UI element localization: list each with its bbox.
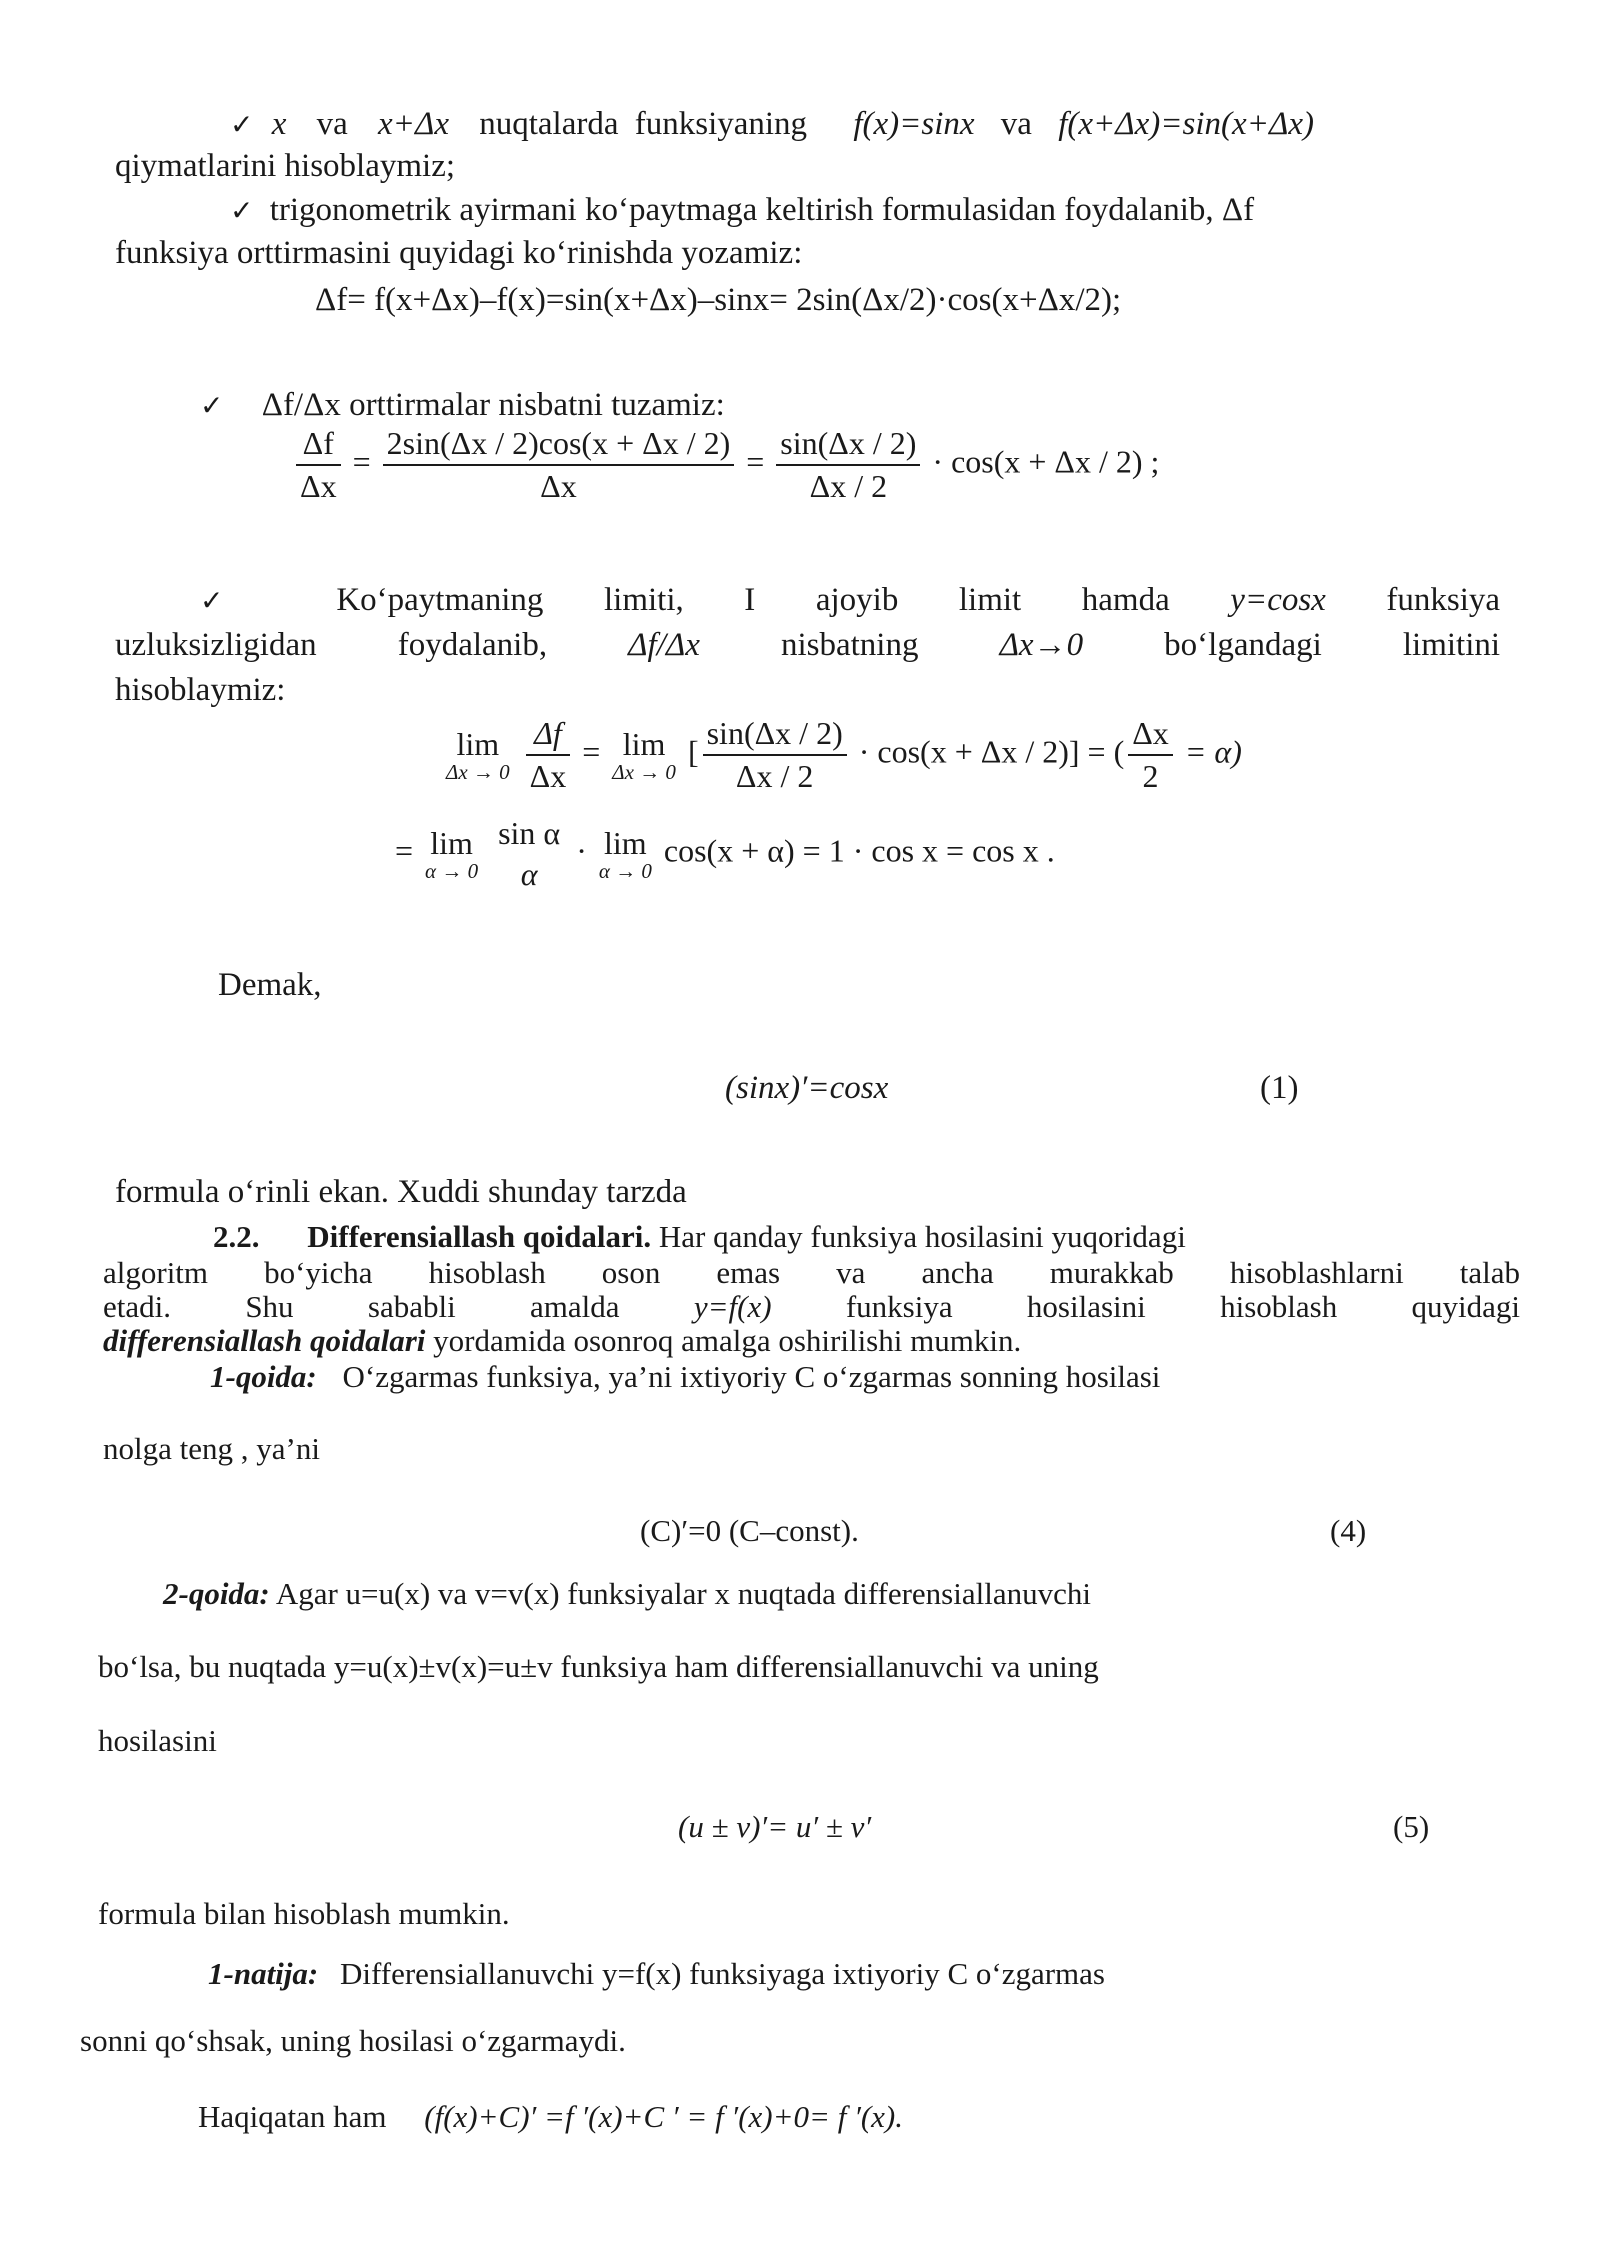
bullet-1-line-2: qiymatlarini hisoblaymiz;: [115, 148, 456, 184]
formula-1-number: (1): [1260, 1070, 1299, 1106]
bullet-4-line-2: uzluksizligidan foydalanib, Δf/Δx nisbatning Δx→0 bo‘lgandagi limitini: [115, 627, 1501, 663]
rule-1-formula-number: (4): [1330, 1513, 1367, 1548]
bullet-4-line-1: ✓ Ko‘paytmaning limiti, I ajoyib limit hamda y=cosx funksiya: [200, 582, 1501, 618]
natija-line-2: sonni qo‘shsak, uning hosilasi o‘zgarmaydi.: [80, 2023, 626, 2058]
section-2-2-line-1: 2.2. Differensiallash qoidalari. Har qanday funksiya hosilasini yuqoridagi: [213, 1219, 1186, 1254]
check-icon: ✓: [200, 584, 276, 617]
paragraph-after-formula-1: formula o‘rinli ekan. Xuddi shunday tarzda: [115, 1174, 687, 1210]
rule-2-line-3: hosilasini: [98, 1723, 217, 1758]
limit-formula-row-1: lim Δx → 0 $\frac{\Delta f}{\Delta x}$ = lim Δx → 0 [ $\frac{\sin(\Delta x / 2)}{\Delta x / 2}$ · cos(x + Δx / 2)] = ( $\frac{\Delta x}{2}$ = α): [446, 715, 1242, 794]
check-icon: ✓: [200, 389, 224, 422]
demak-text: Demak,: [218, 967, 322, 1003]
rule-2-line-1: 2-qoida: Agar u=u(x) va v=v(x) funksiyalar x nuqtada differensiallanuvchi: [163, 1576, 1091, 1611]
bullet-2-line-1: ✓ trigonometrik ayirmani ko‘paytmaga keltirish formulasidan foydalanib, Δf: [230, 192, 1255, 228]
natija-line-1: 1-natija: Differensiallanuvchi y=f(x) funksiyaga ixtiyoriy C o‘zgarmas: [208, 1956, 1105, 1991]
rule-2-formula-number: (5): [1393, 1809, 1430, 1844]
section-2-2-line-4: differensiallash qoidalari yordamida osonroq amalga oshirilishi mumkin.: [103, 1323, 1022, 1358]
section-2-2-line-3: etadi. Shu sababli amalda y=f(x) funksiya hosilasini hisoblash quyidagi: [103, 1289, 1521, 1324]
bullet-4-line-3: hisoblaymiz:: [115, 672, 286, 708]
limit-formula-row-2: = lim α → 0 sin α α · lim α → 0 cos(x + α) = 1 · cos x = cos x .: [395, 815, 1055, 892]
rule-2-formula: (u ± v)′= u′ ± v′: [678, 1809, 872, 1844]
bullet-2-formula: Δf= f(x+Δx)–f(x)=sin(x+Δx)–sinx= 2sin(Δx/2)·cos(x+Δx/2);: [315, 282, 1122, 318]
formula-1: (sinx)′=cosx: [725, 1070, 889, 1106]
check-icon: ✓: [230, 194, 254, 227]
check-icon: ✓: [230, 108, 254, 141]
bullet-2-line-2: funksiya orttirmasini quyidagi ko‘rinishda yozamiz:: [115, 235, 803, 271]
rule-2-after: formula bilan hisoblash mumkin.: [98, 1896, 510, 1931]
bullet-3-line-1: ✓ Δf/Δx orttirmalar nisbatni tuzamiz:: [200, 387, 725, 423]
difference-quotient-formula: $\frac{\Delta f}{\Delta x}$ = $\frac{2\sin(\Delta x / 2)\cos(x + \Delta x / 2)}{\Delta x}$ = $\frac{\sin(\Delta x / 2)}{\Delta x / 2}$ · cos(x + Δx / 2) ;: [292, 425, 1159, 505]
section-2-2-line-2: algoritm bo‘yicha hisoblash oson emas va ancha murakkab hisoblashlarni talab: [103, 1255, 1521, 1290]
natija-line-3: Haqiqatan ham (f(x)+C)′ =f ′(x)+C ′ = f ′(x)+0= f ′(x).: [198, 2099, 904, 2134]
rule-2-line-2: bo‘lsa, bu nuqtada y=u(x)±v(x)=u±v funksiya ham differensiallanuvchi va uning: [98, 1649, 1099, 1684]
rule-1-line-2: nolga teng , ya’ni: [103, 1431, 320, 1466]
bullet-1-line-1: ✓ x va x+Δx nuqtalarda funksiyaning f(x)=sinx va f(x+Δx)=sin(x+Δx): [230, 106, 1314, 142]
section-title: Differensiallash qoidalari.: [307, 1219, 652, 1254]
rule-1-formula: (C)′=0 (C–const).: [640, 1513, 859, 1548]
rule-1-line-1: 1-qoida: O‘zgarmas funksiya, ya’ni ixtiyoriy C o‘zgarmas sonning hosilasi: [210, 1359, 1161, 1394]
